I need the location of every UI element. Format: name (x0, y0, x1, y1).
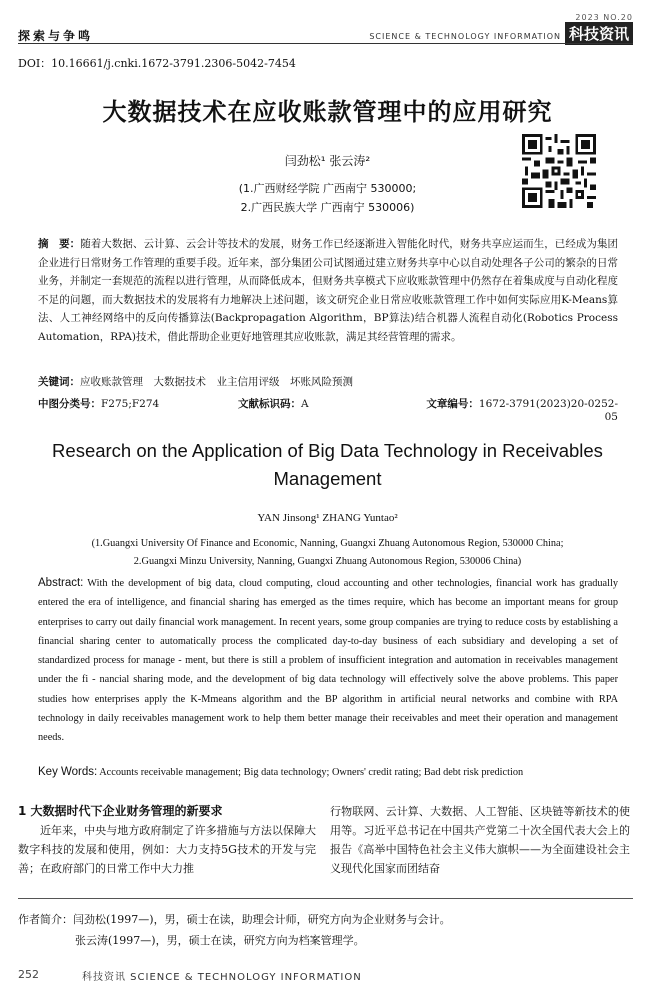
clc-label: 中图分类号： (38, 398, 101, 410)
header-divider (18, 43, 633, 44)
journal-name-en: SCIENCE & TECHNOLOGY INFORMATION (369, 32, 561, 41)
affiliation-cn-1: (1.广西财经学院 广西南宁 530000; (238, 182, 417, 195)
doi: DOI：10.16661/j.cnki.1672-3791.2306-5042-7454 (18, 57, 296, 70)
doc-code-label: 文献标识码： (238, 398, 301, 410)
affiliation-en-1: (1.Guangxi University Of Finance and Economic, Nanning, Guangxi Zhuang Autonomous Region, 530000 China; (91, 538, 564, 549)
issue-number: 2023 NO.20 (575, 13, 633, 22)
keywords-cn-label: 关键词： (38, 376, 80, 388)
body-left-text: 近年来，中央与地方政府制定了许多措施与方法以保障大数字科技的发展和使用，例如：大力支持5G技术的开发与完善；在政府部门的日常工作中大力推 (18, 824, 316, 875)
body-right-text: 行物联网、云计算、大数据、人工智能、区块链等新技术的使用等。习近平总书记在中国共产党第二十次全国代表大会上的报告《高举中国特色社会主义伟大旗帜——为全面建设社会主义现代化国家而团结奋 (330, 805, 630, 875)
authors-cn: 闫劲松¹ 张云涛² (284, 154, 371, 168)
column-name: 探索与争鸣 (18, 29, 94, 43)
keywords-en-label: Key Words: (38, 766, 98, 778)
clc-value: F275;F274 (101, 398, 160, 410)
footnote-line-1: 作者简介：闫劲松(1997—)，男，硕士在读，助理会计师，研究方向为企业财务与会计。 (18, 913, 451, 926)
doc-code-value: A (301, 398, 309, 410)
classification-row (38, 396, 618, 423)
abstract-cn-label: 摘 要： (38, 238, 81, 250)
qr-code-icon (522, 134, 596, 208)
keywords-en (38, 766, 618, 778)
page-number: 252 (18, 968, 39, 981)
authors-en: YAN Jinsong¹ ZHANG Yuntao² (257, 512, 398, 524)
footnote-divider (18, 898, 633, 899)
abstract-en-text: With the development of big data, cloud computing, cloud accounting and other technologies, financial work has gradually entered the era of intelligence, and financial sharing has emerged as the times require, which has become an important means for group enterprises to carry out daily financial work management. In recent years, some group companies are trying to reduce costs by establishing a financial sharing center to automatically process the complicated day-to-day business of each subsidiary and developing a set of standardized process for manage - ment, but there is still a problem of insufficient integration and automation in receivables management under the fi - nancial sharing mode, and the development of big data technology will effectively solve the above problems. This paper studies how enterprises apply the K-Mmeans algorithm and the BP algorithm in artificial neural networks and combine with RPA technology in daily receivables management work to help them better manage their receivables and meet their operation and management needs. (38, 578, 618, 744)
article-number-label: 文章编号： (426, 398, 479, 410)
affiliation-en-2: 2.Guangxi Minzu University, Nanning, Guangxi Zhuang Autonomous Region, 530006 China) (133, 556, 522, 567)
section-heading: 1 大数据时代下企业财务管理的新要求 (18, 804, 223, 818)
body-left-column (18, 802, 316, 878)
title-en: Research on the Application of Big Data Technology in Receivables Management (52, 440, 603, 489)
keywords-en-text: Accounts receivable management; Big data technology; Owners' credit rating; Bad debt risk prediction (97, 767, 524, 778)
abstract-cn-text: 随着大数据、云计算、云会计等技术的发展，财务工作已经逐渐进入智能化时代，财务共享应运而生，已经成为集团企业进行日常财务工作管理的重要手段。近年来，部分集团公司试图通过建立财务共享中心以自动处理各子公司的繁杂的日常业务，并制定一套规范的流程以进行管理，从而降低成本，但财务共享模式下应收账款管理中仍然存在着集成度与自动化程度不足的问题，而大数据技术的发展将有力地解决上述问题，该文研究企业日常应收账款管理工作中如何实际应用K-Means算法、人工神经网络中的反向传播算法(Backpropagation Algorithm，BP算法)结合机器人流程自动化(Robotics Process Automation，RPA)技术，借此帮助企业更好地管理其应收账款，满足其经营管理的需求。 (38, 238, 618, 343)
journal-header (369, 13, 633, 45)
abstract-cn (38, 235, 618, 346)
author-footnote (18, 909, 628, 951)
abstract-en (38, 574, 618, 748)
title-cn: 大数据技术在应收账款管理中的应用研究 (102, 98, 553, 126)
body-right-column (330, 802, 630, 878)
footnote-line-2: 张云涛(1997—)，男，硕士在读，研究方向为档案管理学。 (75, 934, 365, 947)
footer-journal: 科技资讯 SCIENCE & TECHNOLOGY INFORMATION (82, 972, 362, 983)
keywords-cn (38, 374, 618, 389)
keywords-cn-text: 应收账款管理 大数据技术 业主信用评级 坏账风险预测 (80, 376, 353, 388)
affiliation-cn-2: 2.广西民族大学 广西南宁 530006) (240, 201, 415, 214)
article-number-value: 1672-3791(2023)20-0252-05 (478, 398, 618, 423)
abstract-en-label: Abstract: (38, 577, 84, 589)
journal-brand: 科技资讯 (565, 22, 633, 45)
